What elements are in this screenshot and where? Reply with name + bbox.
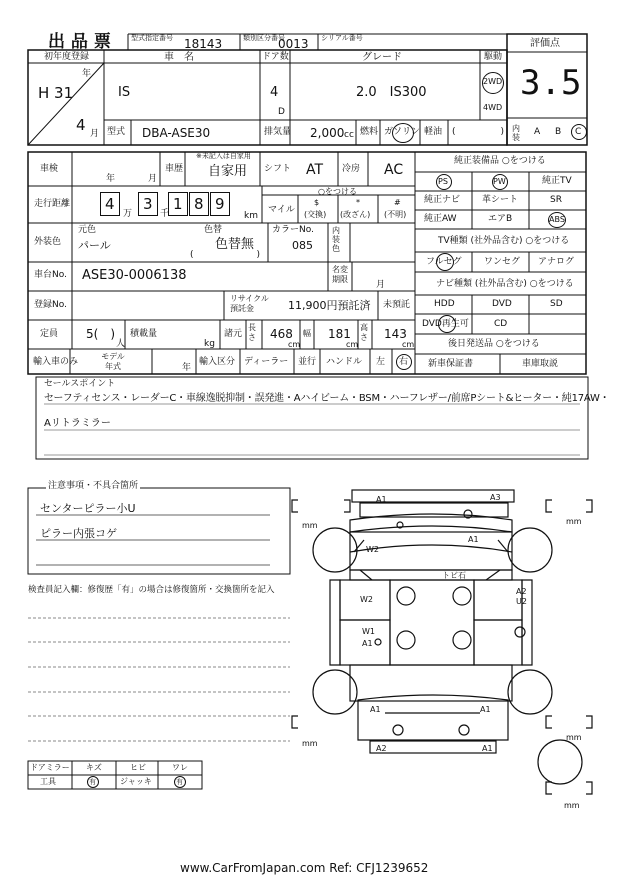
model-label: 型式 <box>107 127 126 137</box>
recycle-unpaid: 未預託 <box>383 300 411 310</box>
length-unit: cm <box>288 340 301 349</box>
mileage-label: 走行距離 <box>34 199 71 209</box>
width-label: 幅 <box>303 329 311 338</box>
recycle: 11,900円預託済 <box>288 299 371 312</box>
first-reg-label: 初年度登録 <box>44 52 90 62</box>
history-label: 車歴 <box>165 164 184 174</box>
year-unit: 年 <box>82 69 92 79</box>
chassis: ASE30-0006138 <box>82 268 187 283</box>
drive-4wd: 4WD <box>483 103 503 112</box>
interior-label: 内装 <box>512 124 520 142</box>
first-reg-era: H 31 <box>38 84 74 102</box>
equip-pw: PW <box>493 177 506 186</box>
altered-txt: (改ざん) <box>340 210 371 219</box>
doors: 4 <box>270 85 279 100</box>
diag-label-6: W2 <box>360 595 373 604</box>
sheet-title: 出 品 票 <box>48 32 111 52</box>
tv-fullseg: フルセグ <box>426 257 462 267</box>
name-change-month: 月 <box>376 280 386 290</box>
doors-label: ドア数 <box>262 52 289 62</box>
equip-tv: 純正TV <box>542 176 572 186</box>
color-no: 085 <box>292 239 313 252</box>
month-unit: 月 <box>90 129 100 139</box>
equip-aw: 純正AW <box>424 214 457 224</box>
car-diagram <box>292 490 592 794</box>
history-note: ※未記入は自家用 <box>196 152 251 160</box>
equip-abs: ABS <box>549 215 565 224</box>
model: DBA-ASE30 <box>142 126 211 140</box>
drive-2wd: 2WD <box>483 77 503 86</box>
tv-analog: アナログ <box>538 257 575 267</box>
first-reg-month: 4 <box>76 116 86 134</box>
navi-sd: SD <box>550 299 563 309</box>
interior-grade-c: C <box>575 127 582 137</box>
grade-label: グレード <box>362 52 402 63</box>
width: 181 <box>328 327 351 341</box>
later-label: 後日発送品 ○をつける <box>448 339 540 349</box>
color-no-label: カラーNo. <box>272 225 314 235</box>
diag-label-4: W2 <box>366 545 379 554</box>
mm-label-3: mm <box>302 739 318 748</box>
legend-break: ワレ <box>172 763 188 772</box>
inspection-month-unit: 月 <box>148 174 158 184</box>
altered-sym: * <box>356 198 360 207</box>
chassis-label: 車台No. <box>34 270 67 280</box>
mileage-unit-man: 万 <box>123 209 133 219</box>
sales-line-2: Aリトラミラー <box>44 418 111 429</box>
interior-color-label: 内装色 <box>332 226 340 253</box>
load-unit: kg <box>204 339 215 349</box>
legend-crack: ヒビ <box>130 763 146 772</box>
equip-leather: 革シート <box>482 195 519 205</box>
score-label: 評価点 <box>530 38 560 49</box>
length: 468 <box>270 327 293 341</box>
mileage-unit-sen: 千 <box>160 209 170 219</box>
fuel-other: ( ) <box>452 127 505 137</box>
car-name-label: 車 名 <box>164 52 194 63</box>
right-label: 右 <box>399 357 409 367</box>
dims-label: 諸元 <box>224 329 243 339</box>
height-unit: cm <box>402 340 415 349</box>
color-label: 色替 <box>204 225 223 235</box>
legend-scratch: キズ <box>86 763 102 772</box>
light-oil-label: 軽油 <box>424 127 443 137</box>
capacity-label: 定員 <box>40 329 59 339</box>
diag-label-8: U2 <box>516 597 527 606</box>
color: 色替無 <box>215 237 255 252</box>
mile-label: マイル <box>268 205 295 215</box>
diag-label-9: W1 <box>362 627 375 636</box>
model-year-label: モデル年式 <box>101 352 125 371</box>
displacement-label: 排気量 <box>264 127 292 137</box>
diag-label-10: A1 <box>362 639 373 648</box>
handle-label: ハンドル <box>326 357 363 367</box>
genuine-label: 純正装備品 ○をつける <box>454 156 546 166</box>
navi-dvd-play: DVD再生可 <box>422 319 469 329</box>
mm-label-2: mm <box>566 517 582 526</box>
sales-label: セールスポイント <box>44 379 116 389</box>
mm-label-4: mm <box>566 733 582 742</box>
class-no-label: 類別区分番号 <box>243 34 285 42</box>
width-unit: cm <box>346 340 359 349</box>
diag-label-13: A2 <box>376 744 387 753</box>
later-garage: 車庫取説 <box>522 359 559 369</box>
dealer-label: ディーラー <box>244 357 289 367</box>
tv-oneseg: ワンセグ <box>484 257 521 267</box>
ac-label: 冷房 <box>342 164 361 174</box>
notes-line-1: センターピラー小U <box>40 502 136 515</box>
mileage-km-unit: km <box>244 211 258 221</box>
type-no-label: 型式指定番号 <box>131 34 173 42</box>
serial-label: シリアル番号 <box>321 34 363 42</box>
legend-jack: ジャッキ <box>120 777 152 786</box>
mm-label-1: mm <box>302 521 318 530</box>
displacement: 2,000 <box>310 126 345 140</box>
navi-dvd: DVD <box>492 299 512 309</box>
inspection-label: 車検 <box>40 164 59 174</box>
diag-label-2: A3 <box>490 493 501 502</box>
orig-color-label: 元色 <box>78 225 97 235</box>
unknown-txt: (不明) <box>384 210 407 219</box>
capacity: 5( ) <box>86 327 115 341</box>
sales-line-1: セーフティセンス・レーダーC・車線逸脱抑制・誤発進・Aハイビーム・BSM・ハーフレザー/前席Pシート&ヒーター・純17AW・ <box>44 393 610 404</box>
history: 自家用 <box>208 164 248 179</box>
import-label: 輸入車のみ <box>33 357 79 367</box>
inspection-year-unit: 年 <box>106 174 116 184</box>
left-label: 左 <box>376 357 386 367</box>
exchange-txt: (交換) <box>304 210 327 219</box>
model-year-unit: 年 <box>182 363 192 373</box>
capacity-unit: 人 <box>116 339 126 349</box>
legend-tools: 工具 <box>40 777 56 786</box>
shift: AT <box>306 162 324 178</box>
diag-label-5: トビ石 <box>442 571 466 580</box>
ac: AC <box>384 162 404 178</box>
orig-color: パール <box>78 239 111 252</box>
navi-label: ナビ種類 (社外品含む) ○をつける <box>436 279 574 289</box>
tv-label: TV種類 (社外品含む) ○をつける <box>438 236 570 246</box>
diag-label-1: A1 <box>376 495 387 504</box>
diag-label-14: A1 <box>482 744 493 753</box>
exchange-sym: $ <box>314 198 320 207</box>
score-value: 3.5 <box>520 63 582 103</box>
legend-mirror: ドアミラー <box>30 763 70 772</box>
equip-airbag: エアB <box>488 214 513 224</box>
diag-label-3: A1 <box>468 535 479 544</box>
unknown-sym: # <box>394 198 401 207</box>
load-label: 積載量 <box>130 329 158 339</box>
interior-grade-a: A <box>534 127 541 137</box>
drive-label: 駆動 <box>484 52 503 62</box>
parallel-label: 並行 <box>298 357 317 367</box>
notes-label: 注意事項・不具合箇所 <box>48 481 139 491</box>
diag-label-12: A1 <box>480 705 491 714</box>
registration-label: 登録No. <box>34 300 67 310</box>
door-suffix: D <box>278 107 285 117</box>
navi-hdd: HDD <box>434 299 455 309</box>
mm-label-5: mm <box>564 801 580 810</box>
import-class-label: 輸入区分 <box>199 357 236 367</box>
mileage-digit-1: 4 <box>105 195 115 213</box>
notes-line-2: ピラー内張コゲ <box>40 527 117 540</box>
equip-sr: SR <box>550 195 562 205</box>
name-change-label: 名変期限 <box>332 265 348 284</box>
exterior-label: 外装色 <box>34 237 62 247</box>
displacement-unit: cc <box>344 130 354 140</box>
inspector-note: 検査員記入欄：修復歴「有」の場合は修復箇所・交換箇所を記入 <box>28 585 275 595</box>
mileage-digit-3: 1 <box>173 195 183 213</box>
diag-label-11: A1 <box>370 705 381 714</box>
height: 143 <box>384 327 407 341</box>
fuel-label: 燃料 <box>360 127 379 137</box>
recycle-label: リサイクル預託金 <box>230 294 269 313</box>
legend-tools-value: 有 <box>89 778 96 786</box>
equip-ps: PS <box>438 177 448 186</box>
circle-note: ○をつける <box>318 187 357 196</box>
mileage-digit-5: 9 <box>215 195 225 213</box>
color-paren: ( ) <box>190 250 261 260</box>
car-name: IS <box>118 85 131 100</box>
diag-label-7: A2 <box>516 587 527 596</box>
equip-navi: 純正ナビ <box>424 195 461 205</box>
navi-cd: CD <box>494 319 508 329</box>
grade: 2.0 IS300 <box>356 85 427 100</box>
shift-label: シフト <box>264 164 292 174</box>
height-label: 高さ <box>360 323 368 342</box>
interior-grade-b: B <box>555 127 562 137</box>
later-warranty: 新車保証書 <box>428 359 474 369</box>
mileage-digit-2: 3 <box>143 195 153 213</box>
footer-ref: www.CarFromJapan.com Ref: CFJ1239652 <box>180 861 429 875</box>
fuel-value: ガソリン <box>384 127 421 137</box>
class-no: 0013 <box>278 37 309 51</box>
legend-jack-value: 有 <box>176 778 183 786</box>
mileage-digit-4: 8 <box>194 195 204 213</box>
type-no: 18143 <box>184 37 223 51</box>
length-label: 長さ <box>248 323 256 342</box>
